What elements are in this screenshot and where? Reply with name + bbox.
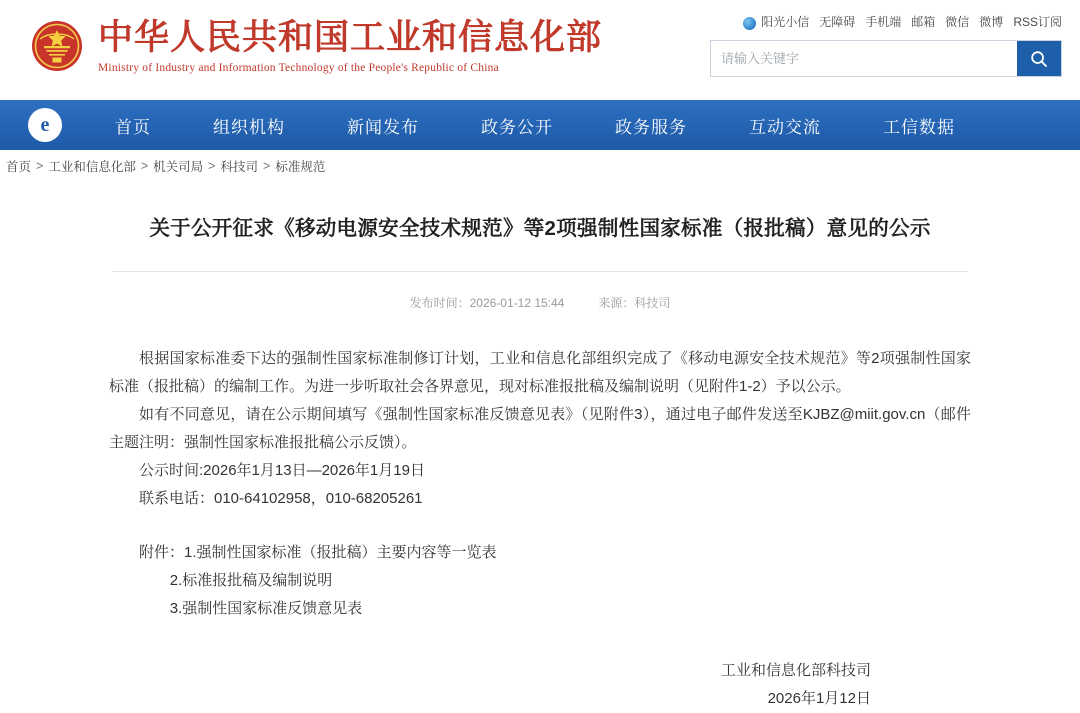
signature-org: 工业和信息化部科技司: [720, 661, 871, 679]
breadcrumb-separator: >: [140, 159, 149, 173]
breadcrumb-item-science-tech[interactable]: 科技司: [220, 160, 258, 174]
search-button[interactable]: [1017, 41, 1061, 76]
top-links: [710, 10, 1062, 32]
nav-item-data[interactable]: 工信数据: [883, 117, 955, 137]
site-logo-block[interactable]: [0, 0, 602, 74]
breadcrumb-item-standards[interactable]: 标准规范: [275, 160, 326, 174]
site-title-en: Ministry of Industry and Information Technology of the People's Republic of China: [98, 62, 499, 75]
nav-item-government-disclosure[interactable]: 政务公开: [481, 117, 553, 137]
nav-item-government-services[interactable]: 政务服务: [615, 117, 687, 137]
article-source: 来源：科技司: [598, 295, 671, 310]
publish-time: 发布时间：2026-01-12 15:44: [409, 295, 565, 310]
nav-logo-text: e: [40, 114, 50, 136]
nav-item-organization[interactable]: 组织机构: [213, 117, 285, 137]
breadcrumb-separator: >: [36, 159, 44, 173]
header-right-panel: [710, 10, 1062, 77]
article-body: [84, 327, 996, 713]
nav-items: [84, 113, 1080, 138]
site-header: [0, 0, 1080, 100]
page-content: [0, 182, 1080, 713]
attachment-item[interactable]: 1.强制性国家标准（报批稿）主要内容等一览表: [184, 543, 497, 561]
article-paragraph: 如有不同意见，请在公示期间填写《强制性国家标准反馈意见表》（见附件3），通过电子邮件发送至KJBZ@miit.gov.cn（邮件主题注明：强制性国家标准报批稿公示反馈）。: [109, 405, 971, 451]
main-navigation: [0, 100, 1080, 150]
nav-item-home[interactable]: 首页: [115, 117, 151, 137]
attachment-item[interactable]: 3.强制性国家标准反馈意见表: [169, 599, 363, 617]
nav-brand-icon[interactable]: [28, 108, 62, 142]
nav-item-interaction[interactable]: 互动交流: [749, 117, 821, 137]
attachments-block: [109, 539, 971, 623]
site-title-cn: 中华人民共和国工业和信息化部: [98, 18, 603, 57]
attachment-item[interactable]: 2.标准报批稿及编制说明: [169, 571, 333, 589]
search-icon: [1030, 50, 1048, 68]
breadcrumb-item-departments[interactable]: 机关司局: [153, 160, 204, 174]
top-link-sunshine[interactable]: [743, 13, 809, 30]
page-title: 关于公开征求《移动电源安全技术规范》等2项强制性国家标准（报批稿）意见的公示: [149, 217, 931, 240]
article: [0, 182, 1080, 713]
top-link-mail[interactable]: 邮箱: [911, 14, 936, 29]
breadcrumb-item-home[interactable]: 首页: [6, 160, 32, 174]
article-paragraph: 公示时间:2026年1月13日—2026年1月19日: [139, 461, 425, 479]
search-bar: [710, 40, 1062, 77]
breadcrumb-item-miit[interactable]: 工业和信息化部: [48, 160, 136, 174]
article-paragraph: 联系电话：010-64102958，010-68205261: [139, 489, 423, 507]
attachments-first-line: [109, 539, 971, 567]
article-meta: [84, 272, 996, 327]
search-input[interactable]: [711, 41, 1017, 76]
national-emblem-icon: [30, 19, 84, 73]
top-link-rss[interactable]: RSS订阅: [1013, 14, 1062, 29]
sun-icon: [743, 17, 756, 30]
signature-block: [109, 657, 971, 713]
top-link-accessibility[interactable]: 无障碍: [819, 14, 856, 29]
top-link-weibo[interactable]: 微博: [979, 14, 1004, 29]
breadcrumb: [0, 150, 1080, 182]
signature-date: 2026年1月12日: [767, 689, 871, 707]
top-link-label: 阳光小信: [761, 14, 810, 29]
breadcrumb-separator: >: [263, 159, 271, 173]
top-link-mobile[interactable]: 手机端: [865, 14, 902, 29]
top-link-wechat[interactable]: 微信: [945, 14, 970, 29]
site-title-block: [98, 18, 602, 74]
article-paragraph: 根据国家标准委下达的强制性国家标准制修订计划，工业和信息化部组织完成了《移动电源安全技术规范》等2项强制性国家标准（报批稿）的编制工作。为进一步听取社会各界意见，现对标准报批稿及编制说明（见附件1-2）予以公示。: [109, 349, 971, 395]
nav-item-news[interactable]: 新闻发布: [347, 117, 419, 137]
attachments-label: 附件：: [139, 543, 185, 561]
breadcrumb-separator: >: [208, 159, 216, 173]
